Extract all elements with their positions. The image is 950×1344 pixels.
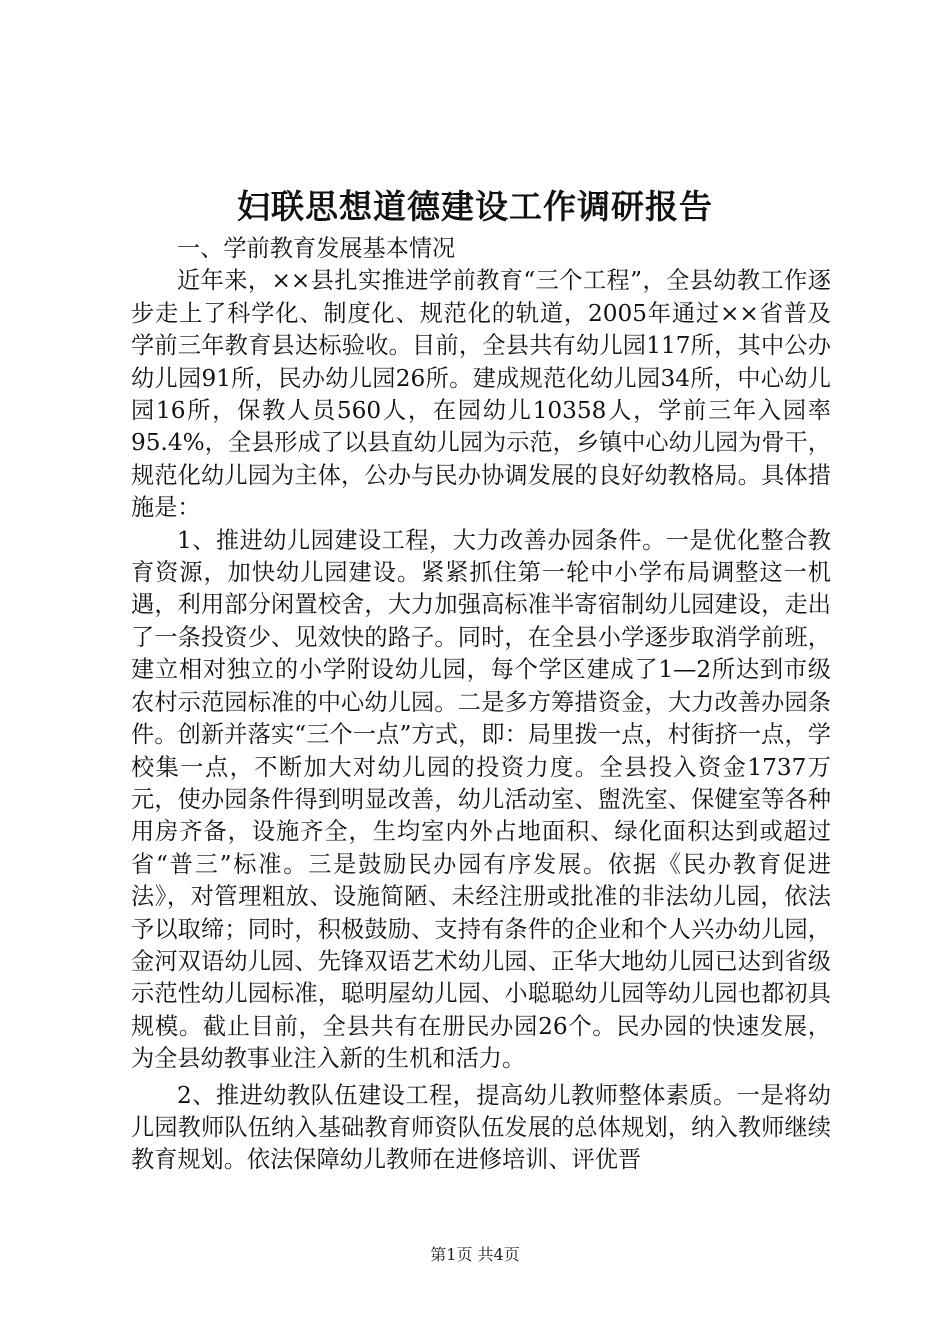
paragraph-measure-2: 2、推进幼教队伍建设工程，提高幼儿教师整体素质。一是将幼儿园教师队伍纳入基础教育师资队伍发展的总体规划，纳入教师继续教育规划。依法保障幼儿教师在进修培训、评优晋 [131,1081,831,1174]
section-heading: 一、学前教育发展基本情况 [177,235,456,262]
paragraph-measure-1: 1、推进幼儿园建设工程，大力改善办园条件。一是优化整合教育资源，加快幼儿园建设。紧紧抓住第一轮中小学布局调整这一机遇，利用部分闲置校舍，大力加强高标准半寄宿制幼儿园建设，走出了一条投资少、见效快的路子。同时，在全县小学逐步取消学前班，建立相对独立的小学附设幼儿园，每个学区建成了1—2所达到市级农村示范园标准的中心幼儿园。二是多方筹措资金，大力改善办园条件。创新并落实“三个一点”方式，即：局里拨一点，村街挤一点，学校集一点，不断加大对幼儿园的投资力度。全县投入资金1737万元，使办园条件得到明显改善，幼儿活动室、盥洗室、保健室等各种用房齐备，设施齐全，生均室内外占地面积、绿化面积达到或超过省“普三”标准。三是鼓励民办园有序发展。依据《民办教育促进法》，对管理粗放、设施简陋、未经注册或批准的非法幼儿园，依法予以取缔；同时，积极鼓励、支持有条件的企业和个人兴办幼儿园，金河双语幼儿园、先锋双语艺术幼儿园、正华大地幼儿园已达到省级示范性幼儿园标准，聪明屋幼儿园、小聪聪幼儿园等幼儿园也都初具规模。截止目前，全县共有在册民办园26个。民办园的快速发展，为全县幼教事业注入新的生机和活力。 [131,526,831,1073]
document-title: 妇联思想道德建设工作调研报告 [237,187,713,226]
page-footer: 第1页 共4页 [430,1245,520,1264]
paragraph-overview: 近年来，××县扎实推进学前教育“三个工程”，全县幼教工作逐步走上了科学化、制度化、规范化的轨道，2005年通过××省普及学前三年教育县达标验收。目前，全县共有幼儿园117所，其中公办幼儿园91所，民办幼儿园26所。建成规范化幼儿园34所，中心幼儿园16所，保教人员560人，在园幼儿10358人，学前三年入园率95.4%，全县形成了以县直幼儿园为示范，乡镇中心幼儿园为骨干，规范化幼儿园为主体，公办与民办协调发展的良好幼教格局。具体措施是： [131,267,831,522]
document-body [131,233,831,1177]
